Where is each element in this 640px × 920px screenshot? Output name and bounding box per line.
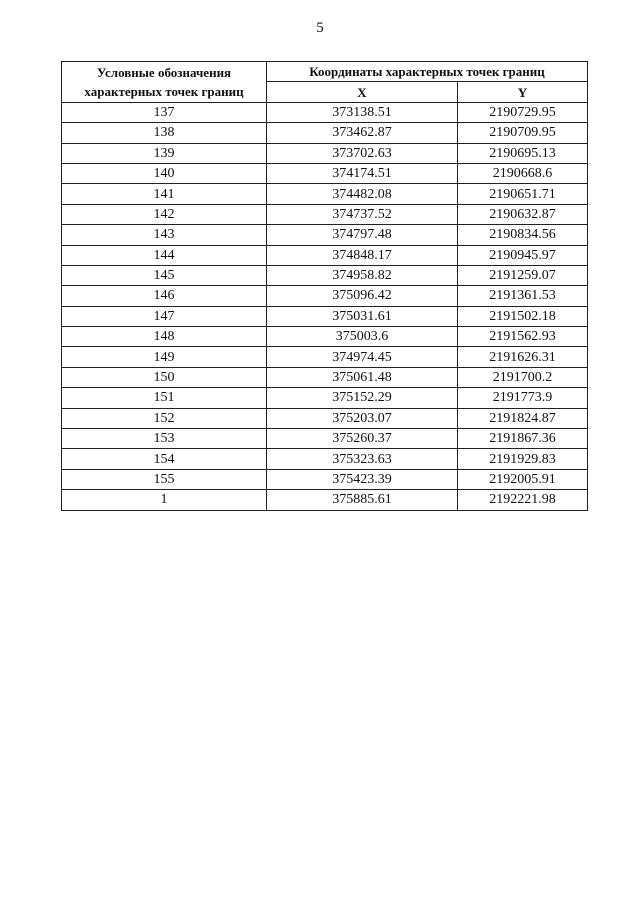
page-number: 5 [316,20,324,36]
cell-y: 2191824.87 [458,408,588,428]
header-point-designations-line1: Условные обозначения [96,64,232,80]
table-row [62,286,588,306]
cell-point: 141 [62,184,267,204]
cell-point: 1 [62,490,267,510]
cell-x: 375003.6 [267,327,458,347]
header-coordinates: Координаты характерных точек границ [267,62,588,82]
cell-y: 2190632.87 [458,204,588,224]
table-row [62,204,588,224]
header-y: Y [458,82,588,102]
cell-point: 146 [62,286,267,306]
cell-point: 138 [62,123,267,143]
cell-x: 374958.82 [267,265,458,285]
cell-x: 375260.37 [267,429,458,449]
cell-point: 139 [62,143,267,163]
header-row-1 [62,62,588,82]
cell-x: 373462.87 [267,123,458,143]
table-row [62,245,588,265]
cell-point: 154 [62,449,267,469]
table-row [62,123,588,143]
cell-x: 375323.63 [267,449,458,469]
cell-point: 148 [62,327,267,347]
table-row [62,265,588,285]
table-row [62,367,588,387]
table-row [62,143,588,163]
cell-x: 375152.29 [267,388,458,408]
cell-y: 2190709.95 [458,123,588,143]
cell-x: 375061.48 [267,367,458,387]
cell-point: 153 [62,429,267,449]
cell-point: 140 [62,163,267,183]
cell-y: 2191626.31 [458,347,588,367]
cell-y: 2191502.18 [458,306,588,326]
table-row [62,184,588,204]
cell-x: 375423.39 [267,469,458,489]
cell-point: 137 [62,102,267,122]
cell-point: 155 [62,469,267,489]
table-row [62,163,588,183]
cell-y: 2191562.93 [458,327,588,347]
cell-point: 142 [62,204,267,224]
cell-x: 375885.61 [267,490,458,510]
table-row [62,429,588,449]
header-x: X [267,82,458,102]
table-body [62,102,588,510]
cell-y: 2190651.71 [458,184,588,204]
cell-y: 2190945.97 [458,245,588,265]
cell-y: 2190834.56 [458,225,588,245]
table-row [62,306,588,326]
cell-y: 2192005.91 [458,469,588,489]
cell-y: 2191259.07 [458,265,588,285]
cell-y: 2191867.36 [458,429,588,449]
table-header [62,62,588,103]
table-row [62,327,588,347]
cell-x: 374737.52 [267,204,458,224]
cell-y: 2191700.2 [458,367,588,387]
cell-x: 374797.48 [267,225,458,245]
table-row [62,408,588,428]
cell-point: 150 [62,367,267,387]
table-row [62,388,588,408]
cell-point: 143 [62,225,267,245]
cell-y: 2190695.13 [458,143,588,163]
cell-point: 147 [62,306,267,326]
coordinates-table [61,61,588,511]
header-point-designations-line2: характерных точек границ [84,83,244,99]
cell-x: 374482.08 [267,184,458,204]
cell-y: 2191773.9 [458,388,588,408]
table-row [62,102,588,122]
cell-x: 374974.45 [267,347,458,367]
cell-y: 2190668.6 [458,163,588,183]
cell-x: 375096.42 [267,286,458,306]
table-row [62,490,588,510]
header-point-designations [62,62,267,103]
table-row [62,449,588,469]
cell-point: 151 [62,388,267,408]
cell-point: 152 [62,408,267,428]
table-row [62,225,588,245]
cell-x: 375031.61 [267,306,458,326]
cell-x: 373138.51 [267,102,458,122]
cell-x: 374174.51 [267,163,458,183]
cell-y: 2190729.95 [458,102,588,122]
cell-y: 2191929.83 [458,449,588,469]
cell-y: 2191361.53 [458,286,588,306]
cell-x: 374848.17 [267,245,458,265]
cell-x: 373702.63 [267,143,458,163]
table-row [62,469,588,489]
cell-x: 375203.07 [267,408,458,428]
cell-y: 2192221.98 [458,490,588,510]
cell-point: 145 [62,265,267,285]
cell-point: 149 [62,347,267,367]
cell-point: 144 [62,245,267,265]
table-row [62,347,588,367]
